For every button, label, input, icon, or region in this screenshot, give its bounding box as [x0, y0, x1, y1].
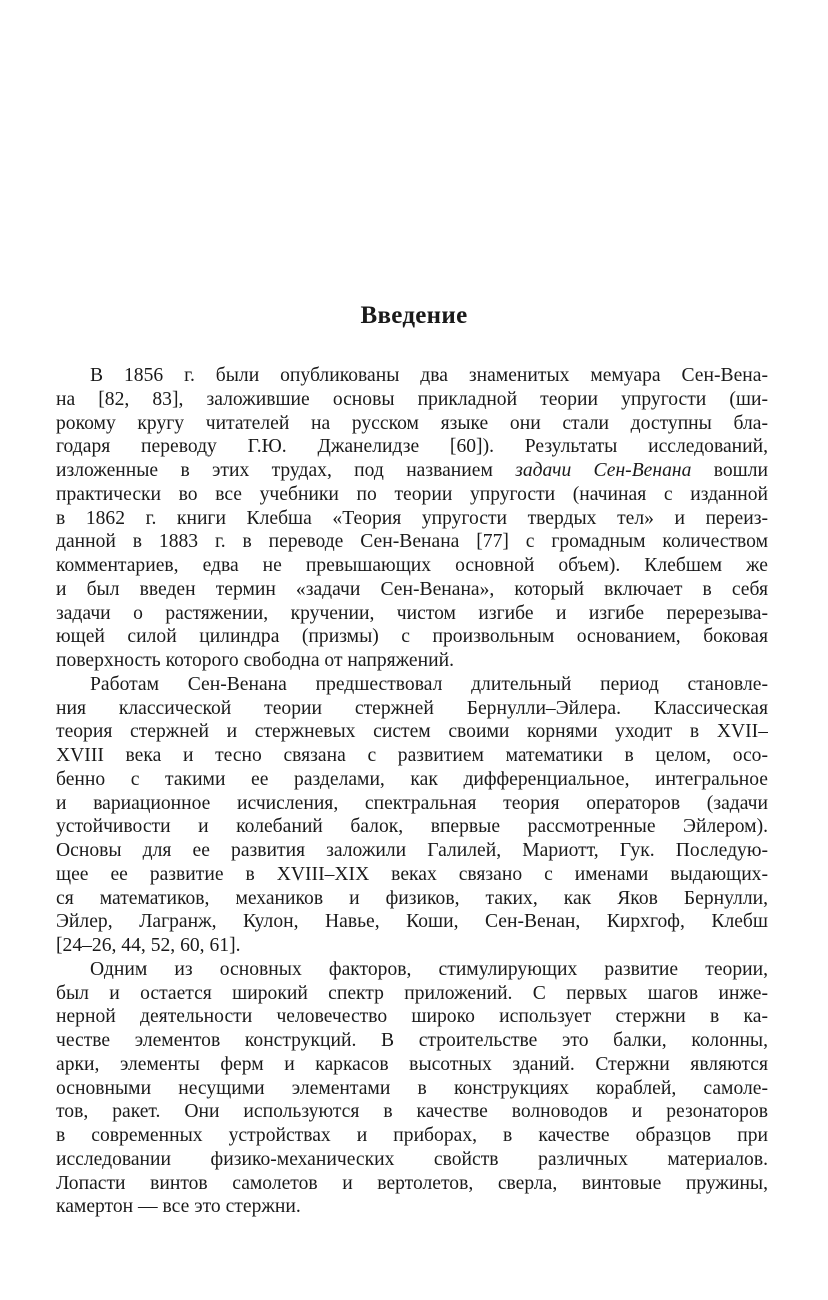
text-line: арки, элементы ферм и каркасов высотных зданий. Стержни являются [56, 1053, 768, 1075]
text-line: был и остается широкий спектр приложений. С первых шагов инже- [56, 982, 768, 1004]
text-line: исследовании физико-механических свойств различных материалов. [56, 1148, 768, 1170]
text-line: рокому кругу читателей на русском языке они стали доступны бла- [56, 412, 768, 434]
text-line: ся математиков, механиков и физиков, таких, как Яков Бернулли, [56, 887, 768, 909]
text-line [56, 459, 768, 483]
text-line: нерной деятельности человечество широко использует стержни в ка- [56, 1006, 768, 1028]
text-line: в 1862 г. книги Клебша «Теория упругости твердых тел» и переиз- [56, 507, 768, 529]
text-line: щее ее развитие в XVIII–XIX веках связано с именами выдающих- [56, 863, 768, 885]
text-line: ющей силой цилиндра (призмы) с произвольным основанием, боковая [56, 626, 768, 648]
text-line: годаря переводу Г.Ю. Джанелидзе [60]). Результаты исследований, [56, 436, 768, 458]
text-line: бенно с такими ее разделами, как дифференциальное, интегральное [56, 768, 768, 790]
text-line: на [82, 83], заложившие основы прикладной теории упругости (ши- [56, 388, 768, 410]
paragraph [56, 958, 768, 1219]
chapter-title: Введение [360, 302, 468, 329]
text-line: комментариев, едва не превышающих основной объем). Клебшем же [56, 555, 768, 576]
text-line: Лопасти винтов самолетов и вертолетов, сверла, винтовые пружины, [56, 1172, 768, 1194]
italic-term: задачи Сен-Венана [515, 460, 692, 481]
text-line: Основы для ее развития заложили Галилей, Мариотт, Гук. Последую- [56, 840, 768, 861]
text-line: данной в 1883 г. в переводе Сен-Венана [77] с громадным количеством [56, 531, 768, 553]
text-line: [24–26, 44, 52, 60, 61]. [56, 935, 241, 956]
text-line: XVIII века и тесно связана с развитием математики в целом, осо- [56, 745, 768, 766]
text-line: поверхность которого свободна от напряжений. [56, 650, 454, 671]
text-line: Работам Сен-Венана предшествовал длительный период становле- [90, 673, 768, 695]
text-segment: изложенные в этих трудах, под названием [56, 460, 516, 481]
text-line: Одним из основных факторов, стимулирующих развитие теории, [90, 958, 768, 980]
text-line: и вариационное исчисления, спектральная теория операторов (задачи [56, 792, 768, 814]
text-line: устойчивости и колебаний балок, впервые рассмотренные Эйлером). [56, 816, 768, 838]
text-line: практически во все учебники по теории упругости (начиная с изданной [56, 483, 768, 505]
text-segment: вошли [691, 460, 768, 481]
text-line: Эйлер, Лагранж, Кулон, Навье, Коши, Сен-Венан, Кирхгоф, Клебш [56, 911, 768, 933]
paragraph [56, 673, 768, 958]
text-line: основными несущими элементами в конструкциях кораблей, самоле- [56, 1077, 768, 1099]
text-line: ния классической теории стержней Бернулли–Эйлера. Классическая [56, 697, 768, 719]
text-line: честве элементов конструкций. В строительстве это балки, колонны, [56, 1030, 768, 1051]
paragraph [56, 364, 768, 673]
text-line: В 1856 г. были опубликованы два знаменитых мемуара Сен-Вена- [90, 365, 768, 386]
text-line: задачи о растяжении, кручении, чистом изгибе и изгибе перерезыва- [56, 602, 768, 624]
text-line: в современных устройствах и приборах, в качестве образцов при [56, 1125, 768, 1146]
text-line: теория стержней и стержневых систем своими корнями уходит в XVII– [56, 721, 768, 743]
text-line: тов, ракет. Они используются в качестве волноводов и резонаторов [56, 1101, 768, 1123]
text-line: камертон — все это стержни. [56, 1196, 301, 1218]
body-text [56, 364, 768, 1219]
text-line: и был введен термин «задачи Сен-Венана», который включает в себя [56, 578, 768, 600]
